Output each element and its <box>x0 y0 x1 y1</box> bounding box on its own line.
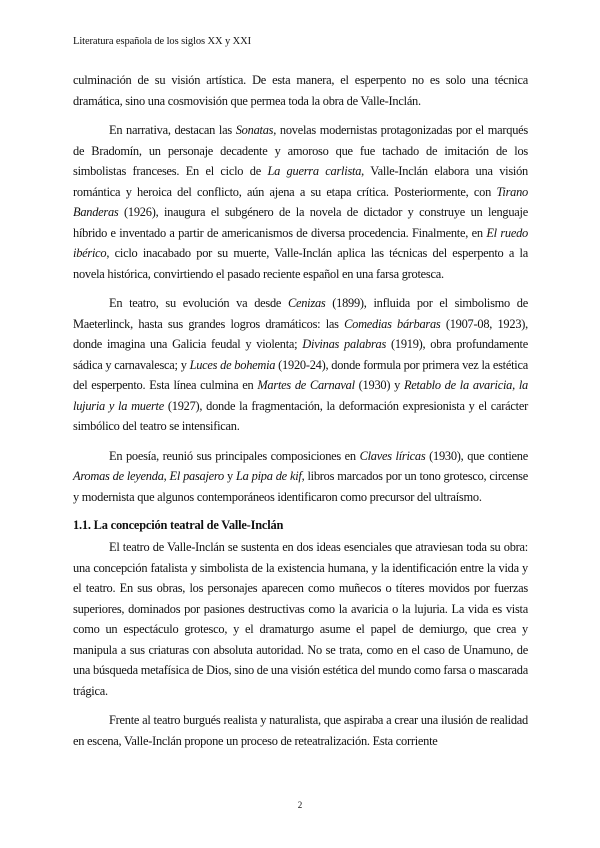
text-run: , libros marcados por un tono grotesco, circense y modernista que algunos contemporáneos identificaron como precursor del ultraísmo. <box>73 469 528 504</box>
italic-title: El ruedo ibérico <box>73 225 528 260</box>
text-run: En teatro, su evolución va desde <box>109 296 288 310</box>
text-run: , novelas modernistas protagonizadas por el marqués de Bradomín, un personaje decadente y amoroso que fue tachado de imitación de los simbolistas franceses. En el ciclo de <box>73 123 528 178</box>
text-run: El teatro de Valle-Inclán se sustenta en dos ideas esenciales que atraviesan toda su obra: una concepción fatalista y simbolista de la existencia humana, y la identificación entre la vida y el teatro. En sus obras, los personajes aparecen como muñecos o títeres movidos por fuerzas superiores, dominados por pasiones destructivas como la avaricia o la lujuria. La vida es vista como un espectáculo grotesco, y el dramaturgo asume el papel de demiurgo, que crea y manipula a sus criaturas con absoluta autoridad. No se trata, como en el caso de Unamuno, de una búsqueda metafísica de Dios, sino de una visión estética del mundo como farsa o mascarada trágica. <box>73 540 528 698</box>
text-run: (1919), obra profundamente sádica y carnavalesca; y <box>73 337 528 372</box>
italic-title: Luces de bohemia <box>189 357 276 372</box>
italic-title: Comedias bárbaras <box>344 316 441 331</box>
text-run: (1930) y <box>354 378 404 392</box>
text-run: (1920-24), donde formula por primera vez la estética del esperpento. Esta línea culmina en <box>73 357 528 392</box>
text-run: Frente al teatro burgués realista y naturalista, que aspiraba a crear una ilusión de realidad en escena, Valle-Inclán propone un proceso de reteatralización. Esta corriente <box>73 713 528 748</box>
section-heading: 1.1. La concepción teatral de Valle-Inclán <box>73 518 284 532</box>
italic-title: Martes de Carnaval <box>257 378 355 392</box>
paragraph <box>73 710 528 751</box>
text-run: En narrativa, destacan las <box>109 123 236 137</box>
paragraph <box>73 70 528 111</box>
italic-title: Cenizas <box>287 296 326 310</box>
paragraph <box>73 537 528 701</box>
italic-title: El pasajero <box>169 469 224 483</box>
italic-title: Claves líricas <box>359 448 426 463</box>
paragraph <box>73 446 528 508</box>
body-text <box>73 70 528 751</box>
text-run: culminación de su visión artística. De esta manera, el esperpento no es solo una técnica dramática, sino una cosmovisión que permea toda la obra de Valle-Inclán. <box>73 73 528 108</box>
italic-title: Sonatas <box>235 123 274 137</box>
text-run: (1926), inaugura el subgénero de la novela de dictador y construye un lenguaje híbrido e inventado a partir de americanismos de diversa procedencia. Finalmente, en <box>73 205 528 240</box>
text-run: (1930), que contiene <box>425 448 528 463</box>
running-header: Literatura española de los siglos XX y XXI <box>73 36 252 47</box>
text-run: (1927), donde la fragmentación, la deformación expresionista y el carácter simbólico del teatro se intensifican. <box>73 398 528 433</box>
text-run: (1899), influida por el simbolismo de Maeterlinck, hasta sus grandes logros dramáticos: las <box>73 296 528 331</box>
italic-title: Divinas palabras <box>302 337 387 351</box>
italic-title: Aromas de leyenda <box>73 469 164 483</box>
italic-title: La pipa de kif <box>236 469 302 483</box>
paragraph <box>73 293 528 437</box>
text-run: , ciclo inacabado por su muerte, Valle-Inclán aplica las técnicas del esperpento a la novela histórica, convirtiendo el pasado reciente español en una farsa grotesca. <box>73 246 528 281</box>
text-run: y <box>224 469 237 483</box>
text-run: En poesía, reunió sus principales composiciones en <box>109 448 360 463</box>
italic-title: La guerra carlista <box>267 164 362 178</box>
text-run: , <box>163 469 170 483</box>
page-number: 2 <box>297 800 303 810</box>
text-run: , Valle-Inclán elabora una visión romántica y heroica del conflicto, aún ajena a su etapa crítica. Posteriormente, con <box>73 164 528 199</box>
italic-title: Tirano Banderas <box>73 184 528 219</box>
italic-title: Retablo de la avaricia, la lujuria y la muerte <box>73 378 528 413</box>
paragraph <box>73 120 528 284</box>
text-run: (1907-08, 1923), donde imagina una Galicia feudal y violenta; <box>73 316 528 351</box>
